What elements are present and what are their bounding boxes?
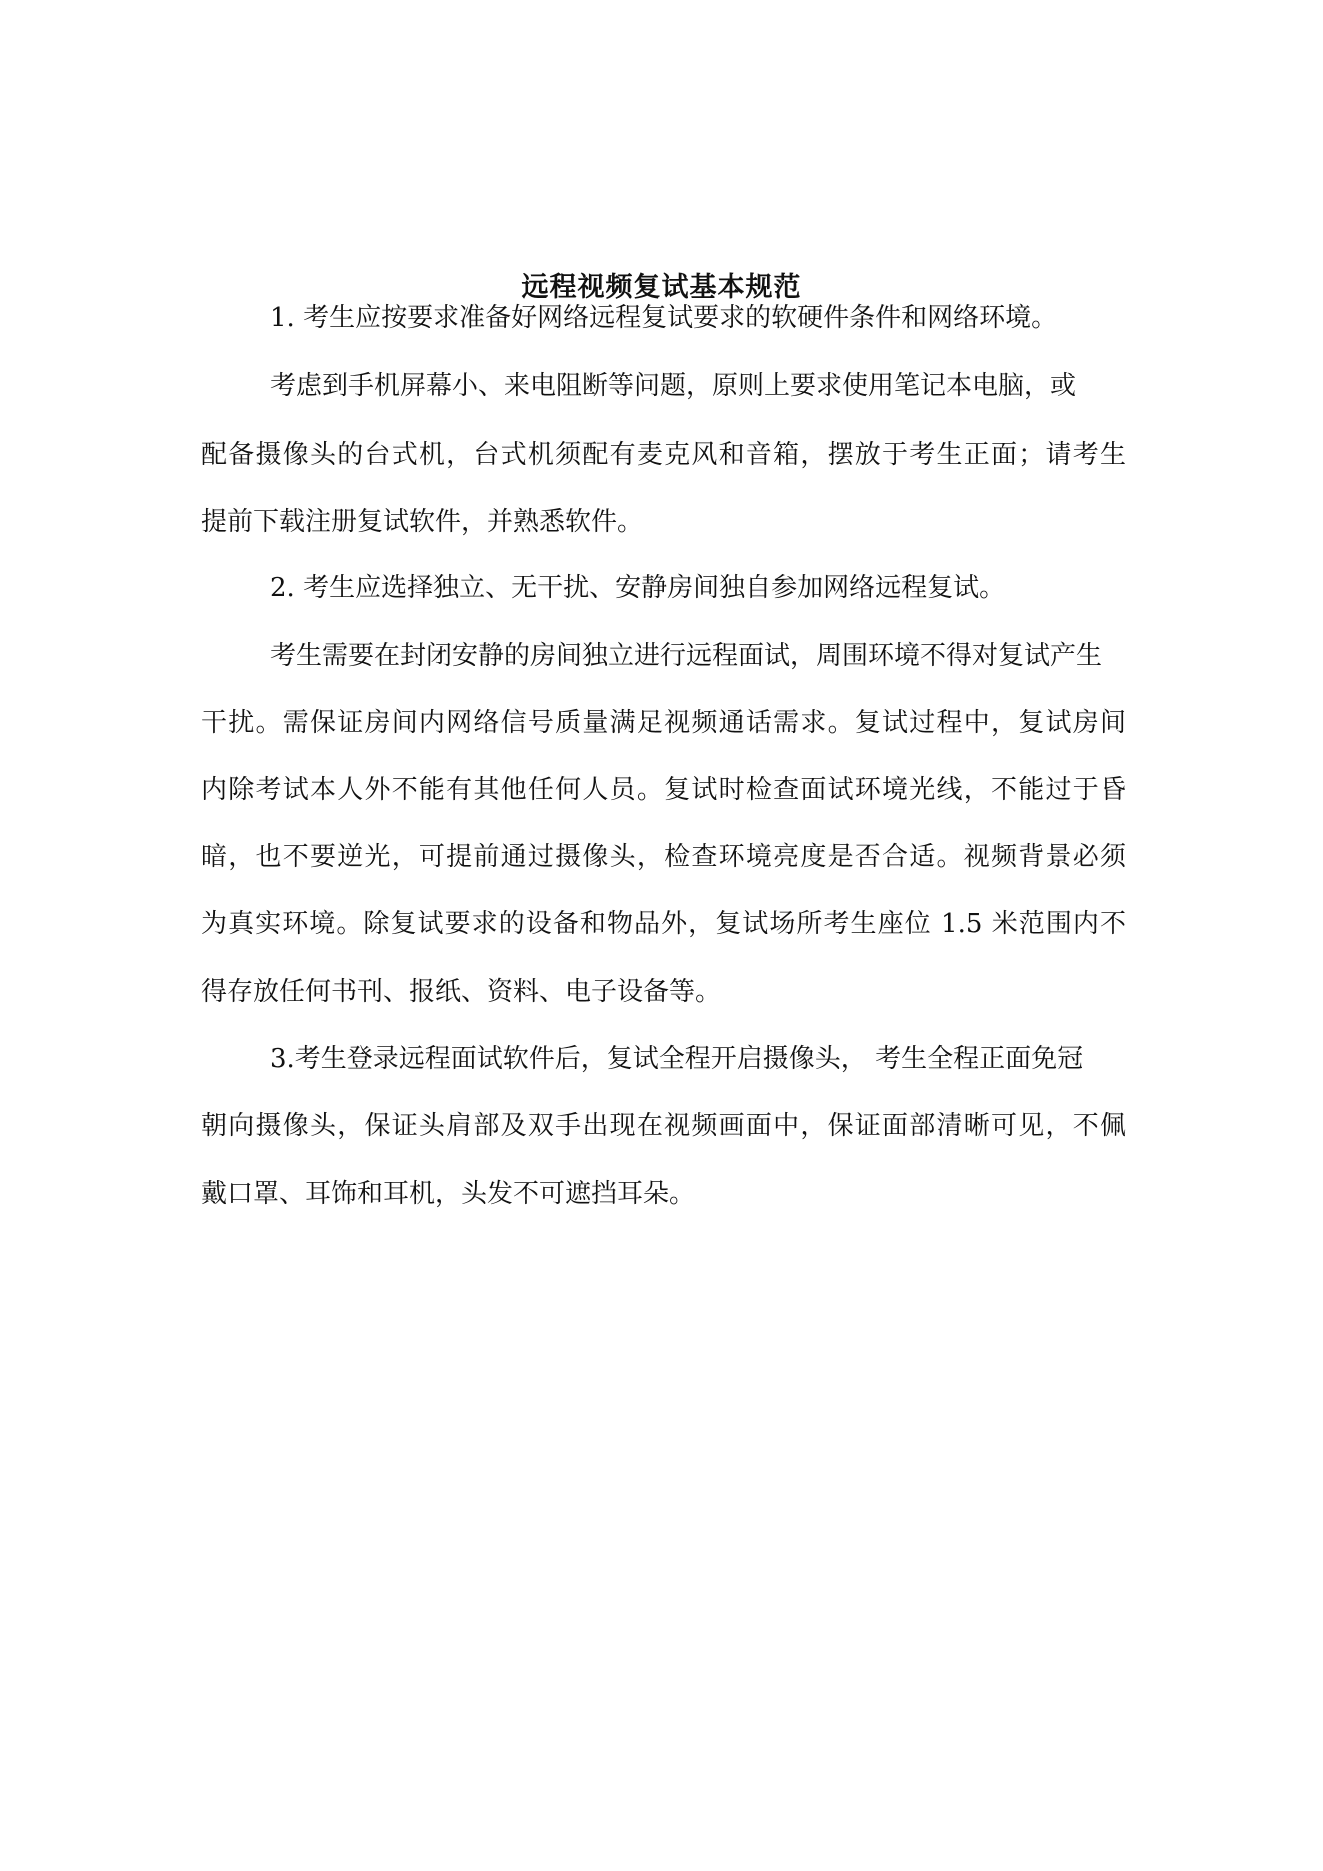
paragraph-line: 内除考试本人外不能有其他任何人员。复试时检查面试环境光线，不能过于昏	[201, 775, 1126, 805]
paragraph-line: 配备摄像头的台式机，台式机须配有麦克风和音箱，摆放于考生正面；请考生	[201, 440, 1126, 470]
paragraph-line: 暗，也不要逆光，可提前通过摄像头，检查环境亮度是否合适。视频背景必须	[201, 842, 1126, 872]
document-title: 远程视频复试基本规范	[521, 272, 802, 303]
paragraph-line: 戴口罩、耳饰和耳机，头发不可遮挡耳朵。	[201, 1179, 696, 1209]
paragraph-line: 考生需要在封闭安静的房间独立进行远程面试，周围环境不得对复试产生	[270, 641, 1103, 671]
section-3-heading: 3.考生登录远程面试软件后，复试全程开启摄像头， 考生全程正面免冠	[270, 1044, 1084, 1074]
section-1-heading: 1. 考生应按要求准备好网络远程复试要求的软硬件条件和网络环境。	[270, 303, 1058, 333]
paragraph-line: 得存放任何书刊、报纸、资料、电子设备等。	[201, 977, 722, 1007]
paragraph-line: 干扰。需保证房间内网络信号质量满足视频通话需求。复试过程中，复试房间	[201, 708, 1126, 738]
paragraph-line: 为真实环境。除复试要求的设备和物品外，复试场所考生座位 1.5 米范围内不	[201, 909, 1126, 939]
paragraph-line: 提前下载注册复试软件，并熟悉软件。	[201, 507, 644, 537]
paragraph-line: 朝向摄像头，保证头肩部及双手出现在视频画面中，保证面部清晰可见，不佩	[201, 1111, 1126, 1141]
section-2-heading: 2. 考生应选择独立、无干扰、安静房间独自参加网络远程复试。	[270, 573, 1006, 603]
paragraph-line: 考虑到手机屏幕小、来电阻断等问题，原则上要求使用笔记本电脑，或	[270, 371, 1077, 401]
